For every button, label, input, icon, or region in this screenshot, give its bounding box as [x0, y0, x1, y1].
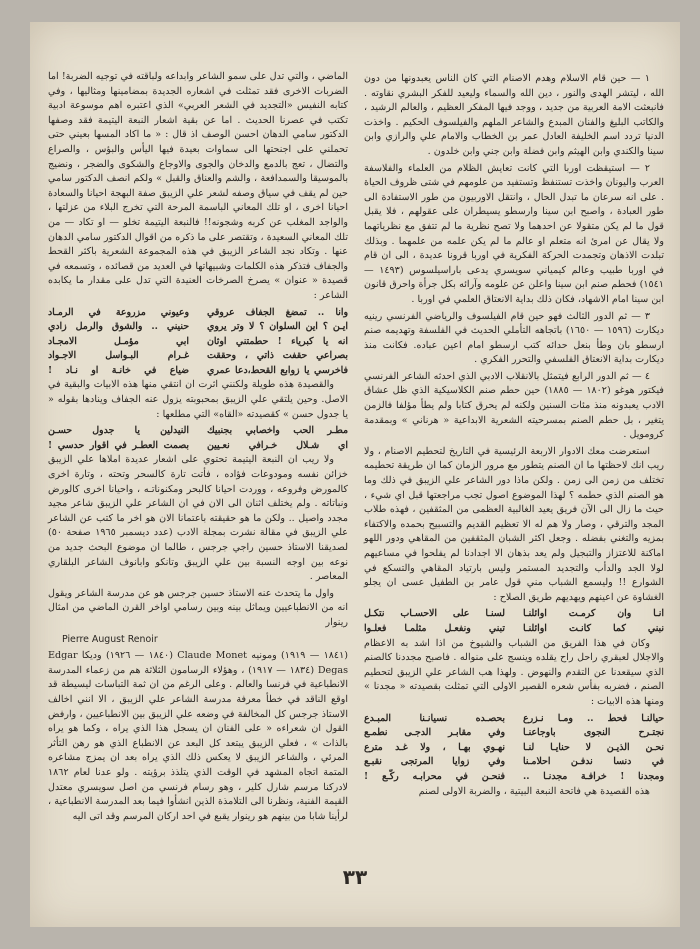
poem-verse: [48, 320, 348, 335]
poem-verse: [364, 622, 664, 637]
verse-second-hemistich: غـرام البـواسل الاجـواد: [48, 350, 189, 362]
poem-verse: [364, 770, 664, 785]
verse-first-hemistich: في دنسا ندفـن احلامـنا: [523, 756, 664, 768]
poem-verse: [364, 712, 664, 727]
verse-first-hemistich: ومجدنا ! خرافـة مجدنـا ..: [523, 770, 664, 782]
verse-first-hemistich: وانا .. تمضغ الجفاف عروقي: [207, 306, 348, 318]
paragraph: ٤ — ثم الدور الرابع فيتمثل بالانقلاب الادبي الذي احدثه الشاعر الفرنسي فيكتور هوغو (١٨٠٢ — ١٨٨٥) حين حطم صنم الكلاسيكية الذي ظل عشاق الادب يعبدونه منذ مئات السنين ولكنه لم يحرق كتابا ولم يطأ مؤلفا فالزمن يتغير ، بل حطم الصنم بمسرحيته الشعرية الابداعية « هرناني » وبمقدمة كرومويل .: [364, 370, 664, 441]
poem-verse: [48, 335, 348, 350]
verse-first-hemistich: اي شـلال خـرافي نعـيين: [207, 439, 348, 451]
verse-first-hemistich: ايـن ؟ اين السلوان ؟ لا وتر يروي: [207, 321, 348, 333]
verse-second-hemistich: وعيوني مزروعة في الرمـاد: [48, 306, 189, 318]
paragraph: والقصيدة هذه طويلة ولكنني اثرت ان انتقي منها هذه الابيات والبقية في الاصل. وحين يلتقي علي الزيبق بمحبوبته يزول عنه الجفاف وينادها بقوله « يا جدول حسن » كقصيدته «القاه» التي مطلعها :: [48, 379, 348, 420]
verse-second-hemistich: نهـوي بهـا ، ولا غـد مترع: [364, 741, 505, 753]
verse-second-hemistich: وفي مقابـر الدجـى نطمـع: [364, 727, 505, 739]
verse-second-hemistich: بصمت العطـر في اقوار حدسي !: [48, 439, 189, 451]
poem-verse: [48, 424, 348, 439]
left-column: [48, 70, 348, 826]
verse-first-hemistich: فاخرسي يا زوابع القحط،دعا عمري: [207, 364, 348, 376]
verse-second-hemistich: تبني ونفعـل مثلمـا فعلـوا: [364, 622, 505, 634]
verse-first-hemistich: نبني كما كانـت اوائلنـا: [523, 622, 664, 634]
poem-verse: [364, 755, 664, 770]
paragraph: (١٨٤١ — ١٩١٩) ومونيه Claude Monet (١٨٤٠ — ١٩٢٦) وديكا Edgar Degas (١٨٣٤ — ١٩١٧) ، وهؤلاء الرسامون الثلاثة هم من زعماء المدرسة الانطباعية في فرنسا والعالم . وعلى الرغم من ان ثمة التباسات ليسيطة قد اوقع الناقد في خطأ معرفة مدرسة الشاعر علي الزيبق ، الا انني اخالف الاستاذ جرجس كل المخالفة في وضعه علي الزيبق بين الانطباعيين ، وارفض القول ان شعراءه « على الفنان ان يسجل هذا الذي يراه ، وكما هو يراه بالذات » ، فعلي الزيبق يبتعد كل البعد عن الانطباع الذي هو رهن التأثر المرئي ، والشاعر الزيبق لا يعكس ذلك الذي يراه بعد ان يمزج مشاعره المتمة اتجاه المشهد في الوقت الذي يتلذذ برؤيته . ولو عدنا لعام ١٨٦٢ لادركنا مرسم شارل كلير ، وهو رسام فرنسي من اصل سويسري معتدل القيمة الفنية، ونظرنا الى التلامذة الذين انشأوا فيما بعد المدرسة الانطباعية ، لرأينا شابا من بينهم هو رينوار يقبع في احد اركان المرسم وقد اتى اليه: [48, 650, 348, 822]
verse-first-hemistich: مطـر الحب واخصابي بجنبيك: [207, 425, 348, 437]
verse-second-hemistich: بحصـده نسيانـنا المبـدع: [364, 712, 505, 724]
poem-verse: [48, 306, 348, 321]
poem-verse: [364, 741, 664, 756]
right-column: [364, 72, 664, 801]
poem-verse: [364, 726, 664, 741]
paragraph: هذه القصيدة هي فاتحة النبعة البيتية ، والضربة الاولى لصنم: [418, 785, 650, 797]
verse-first-hemistich: نجتـرح النجوى باوجاعنـا: [523, 727, 664, 739]
verse-first-hemistich: حيالنـا فحط .. ومـا نـزرع: [523, 712, 664, 724]
page-number: ٣٣: [342, 865, 368, 889]
verse-first-hemistich: بصراعي حقفت ذاتي ، وحققت: [207, 350, 348, 362]
poem-verse: [48, 349, 348, 364]
paragraph: الماضي ، والتي تدل على سمو الشاعر وابداعه ولباقته في توجيه الضربة! اما الضربات الاخرى فقد تمثلت في اشعاره الجديدة بمضامينها ومثاليها ، وفي كتابه النفيس «التجديد في الشعر العربي» الذي اعتبره اهم موسوعة ادبية تكتب في عصرنا الحديث . اما عن بقية اشعار النبعة اليتيمة فقد وصفها الدكتور سامي الدهان احسن الوصف اذ قال : « ما اكاد المسها بعيني حتى تحملني على اجنحتها الى سماوات بعيدة فيها اليأس والبؤس ، والصراع والتضال ، تعج بالدمع والدخان والجوى والاوجاع والشكوى والضجر ، ونضيج بالموسيقا والسمدافعة ، والشم والعناق والقبل » ولكم انصف الدكتور سامي حين لم يقف في سياق وصفه لشعر علي الزيبق صفة البهجة احيانا والسعادة احيانا اخرى ، او تلك المعاني الباسمة المرحة التي تخرج البلاء من عزلتها ، والواجد المغلب عن كربه وشجونه!! فالنبعة اليتيمة تخلو — او تكاد — من تلك المعاني السعيدة ، وتقتصر على ما ذكره من اقوال الدكتور سامي الدهان عنها . وتكاد نجد الشاعر الزيبق في هذه المجموعة الشعرية باكثر القحط والجفاف فتذكر هذه الكلمات وشبيهاتها في العديد من قصائده ، وتسمعه في قصيدة « عنوان » يصرخ الصرخات العنيدة التي تدل على مقدار ما يكابده الشاعر :: [48, 71, 348, 301]
verse-first-hemistich: انه يا كبرياء ! حطمتني اوثان: [207, 335, 348, 347]
verse-second-hemistich: حنيني .. والشوق والرمل زادي: [48, 321, 189, 333]
poem-verse: [48, 364, 348, 379]
verse-first-hemistich: انـا وان كرمـت اوائلنـا: [523, 608, 664, 620]
paragraph: ٢ — استيقظت اوربا التي كانت تعايش الظلام من العلماء والفلاسفة العرب واليونان واخذت تستنفظ وتستفيد من علومهم في شتى ظروف الحياة . على انه سرعان ما تبدل الحال ، وانتقل الاوربيون من طور الاستفادة الى طور العبادة ، واصبح ابن سينا وارسطو يسيطران على عقولهم ، فلا يقبل قول ما لم يكن متقولا عن احدهما ولا تصح نظرية ما لم تتفق مع نظرياتهما ولا يقال عن امرئ انه متعلم او عالم ما لم يكن علمه من علمهما . وبذلك تبلدت الاذهان وتجمدت الحركة الفكرية في اوربا قرونا عديدة ، الى ان قام في اوربا طبيب وعالم كيمياني سويسري يدعى باراسيلسوس (١٤٩٣ — ١٥٤١) فحطم صنم ابن سينا واعلن عن علومه وآرائه بكل جرأة واحرق قانون ابن سينا امام الاشهاد، فكان ذلك بداية الانعتاق العلمي في اوربا .: [364, 162, 664, 305]
verse-first-hemistich: نحـن الذيـن لا حنايـا لنـا: [523, 741, 664, 753]
latin-name: Pierre August Renoir: [62, 633, 158, 645]
verse-second-hemistich: ضياع في خانـة او نـاد !: [48, 364, 189, 376]
poem-verse: [48, 439, 348, 454]
paragraph: ١ — حين قام الاسلام وهدم الاصنام التي كان الناس يعبدونها من دون الله ، ليتشر الهدى والنور ، دين الله والسماء وليعيد للفكر البشري نقاوته . فانبعثت الامة العربية من جديد ، ووجد فيها المفكر العظيم ، والعالم الرشيد ، والكاتب البليغ والفنان المبدع والشاعر الملهم والفيلسوف الحكيم . واخذت الدنيا تردد اسم الخليفة العادل عمر بن الخطاب والامام علي والرازي وابن سينا والكندي وابن الهيثم وابن فضلة وابن جني وابن خلدون .: [364, 73, 664, 157]
verse-second-hemistich: فنحـن في محرابـه ركّـع !: [364, 770, 505, 782]
poem-verse: [364, 607, 664, 622]
paragraph: استعرضت معك الادوار الاربعة الرئيسية في التاريخ لتحطيم الاصنام ، ولا ريب انك لاحظتها ما ان الصنم يتطور مع مرور الزمان كما ان طريقة تحطيمه تختلف من زمن الى زمن . ولكن ماذا دور الشاعر علي الزيبق في ذلك وما هو الصنم الذي حطمه ؟ لهذا الموضوع اصول تجب مراجعتها قبل اي شيء ، حيث ما زال الى الآن فريق يعيد الغالبية العظمى من المثقفين ، فهذه طلاب المجد والترقي ، وصار ولا هم له الا تعظيم القديم والتسبيح بحمده والاكتفاء بمزيه والتغني بفضله . وجعل اكثر الشبان المثقفين من المقاهي ودور اللهو اماكنة للاعتزاز والتبجيل ولم يعد بذهان الا اجدادنا لم يفلحوا في مساعيهم لولا الجد والدأب والتجديد المستمر وليس بارتياد المقاهي والتسكع في الشوارع !! وليسمع الشباب مني قول عامر بن الطفيل عسى ان يجلو الغشاوة عن اعينهم ويهديهم طريق الصلاح :: [364, 445, 664, 603]
verse-second-hemistich: لسنـا على الاحسـاب نتكـل: [364, 608, 505, 620]
paragraph: واول ما يتحدث عنه الاستاذ حسين جرجس هو عن مدرسة الشاعر ويقول انه من الانطباعيين ويماثل بينه وبين رسامي اواخر القرن الماضي من امثال رينوار: [48, 587, 348, 628]
paragraph: ٣ — ثم الدور الثالث فهو حين قام الفيلسوف والرياضي الفرنسي رينيه ديكارت (١٥٩٦ — ١٦٥٠) باتجاهه التأملي الحديث في الفلسفة وتهديمه صنم ارسطو بان وطأ بنعل حدائه كتب ارسطو امام اعين عباده. فكانت منذ ديكارت بداية الانعتاق الفلسفي والتحرر الفكري .: [364, 310, 664, 366]
verse-second-hemistich: النيدلين يا جدول حسـن: [48, 425, 189, 437]
paragraph: ولا ريب ان النبعة اليتيمة تحتوي على اشعار عديدة املاها علي الزيبق خزائن نفسه ومودوعات فؤاده ، فأتت تارة كالسحر وتحته ، وتارة اخرى كالمورض وفروعه ، ووردت احيانا كالبحر ومكنوناتـه ، واحيانا اخرى كالورض ونباتاته . ولم يختلف اثنان الى الان في ان الشاعر علي الزيبق شاعر مجيد مجدد واصيل .. ولكن ما هو حقيقته باعتمانا الان هو اخر ما كتب عن الشاعر علي الزيبق في مقالة نشرت بمجلة الادب (عدد ديسمبر ١٩٦٥ صفحة ٥٠) لصديقنا الاستاذ حسين راجي جرجس ، طالما ان موضوع البحث جديد من نوعه بين اوجه النسبة بين علي الزيبق وتانكو وابانوف الشاعر البلقاري المعاصر .: [48, 454, 348, 583]
paragraph: وكان في هذا الفريق من الشباب والشيوخ من اذا اشد به الاعظام والاجلال لعبقري راحل راح يقلده وينسج على منواله . فاصبح مجددنا كالصنم الذي سيقعدنا عن التقدم والنهوض . ولهذا هب الشاعر علي الزيبق لتحطيم الصنم ، فضربه بفأس شعره القصير الاولى التي تمثلت بقصيدته « مجدنا » ومنها هذه الابيات :: [364, 637, 664, 707]
verse-second-hemistich: ابي مؤمـل الامجـاد: [48, 335, 189, 347]
verse-second-hemistich: وفي زوايا المرتجى نقبـع: [364, 756, 505, 768]
magazine-page: [30, 22, 680, 927]
